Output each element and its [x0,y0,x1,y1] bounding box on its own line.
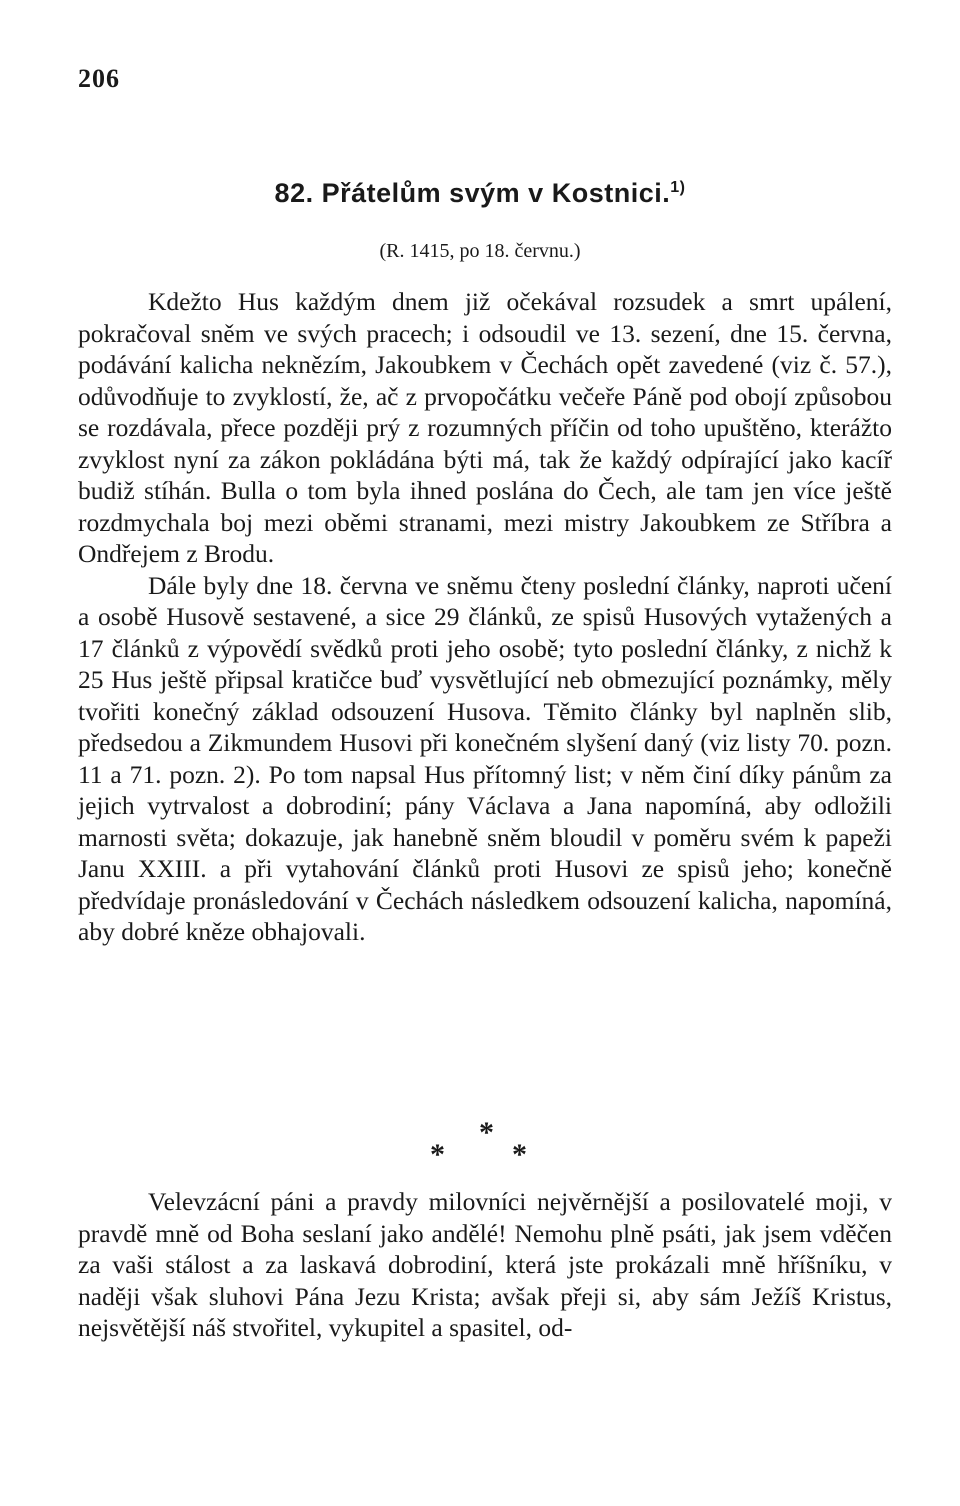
separator-star: * [479,1116,494,1149]
section-separator [0,1116,960,1174]
editorial-introduction [78,286,892,948]
letter-heading [0,178,960,209]
intro-paragraph: Kdežto Hus každým dnem již očekával rozsudek a smrt upálení, pokračoval sněm ve svých pracech; i odsoudil ve 13. sezení, dne 15. června, podávání kalicha neknězím, Jakoubkem v Čechách opět zavedené (viz č. 57.), odůvodňuje to zvyklostí, že, ač z prvopočátku večeře Páně pod obojí způsobou se rozdávala, přece později prý z rozumných příčin od toho upuštěno, kterážto zvyklost nyní za zákon pokládána býti má, tak že každý odpírající jako kacíř budiž stíhán. Bulla o tom byla ihned poslána do Čech, ale tam jen více ještě rozdmychala boj mezi oběmi stranami, mezi mistry Jakoubkem ze Stříbra a Ondřejem z Brodu. [78,287,892,568]
letter-title: 82. Přátelům svým v Kostnici. [274,178,671,208]
intro-paragraph: Dále byly dne 18. června ve sněmu čteny poslední články, naproti učení a osobě Husově sestavené, a sice 29 článků, ze spisů Husových vytažených a 17 článků z výpovědí svědků proti jeho osobě; tyto poslední články, z nichž k 25 Hus ještě připsal kratičce buď vysvětlující neb obmezující poznámky, měly tvořiti konečný základ odsouzení Husova. Těmito články byl naplněn slib, předsedou a Zikmundem Husovi při konečném slyšení daný (viz listy 70. pozn. 11 a 71. pozn. 2). Po tom napsal Hus přítomný list; v něm činí díky pánům za jejich vytrvalost a dobrodiní; pány Václava a Jana napomíná, aby odložili marnosti světa; dokazuje, jak hanebně sněm bloudil v poměru svém k papeži Janu XXIII. a při vytahování článků proti Husovi ze spisů jeho; konečně předvídaje pronásledování v Čechách následkem odsouzení kalicha, napomíná, aby dobré kněze obhajovali. [78,570,892,946]
separator-star: * [512,1138,527,1171]
letter-body [78,1186,892,1344]
separator-star: * [430,1138,445,1171]
letter-paragraph: Velevzácní páni a pravdy milovníci nejvěrnější a posilovatelé moji, v pravdě mně od Boha seslaní jako andělé! Nemohu plně psáti, jak jsem vděčen za vaši stálost a za laskavá dobrodiní, která jste prokázali mně hříšníku, v naději však sluhovi Pána Jezu Krista; avšak přeji si, aby sám Ježíš Kristus, nejsvětější náš stvořitel, vykupitel a spasitel, od- [78,1187,892,1342]
page-number: 206 [78,64,120,93]
dateline: (R. 1415, po 18. červnu.) [379,240,581,262]
footnote-mark: 1) [670,179,686,196]
